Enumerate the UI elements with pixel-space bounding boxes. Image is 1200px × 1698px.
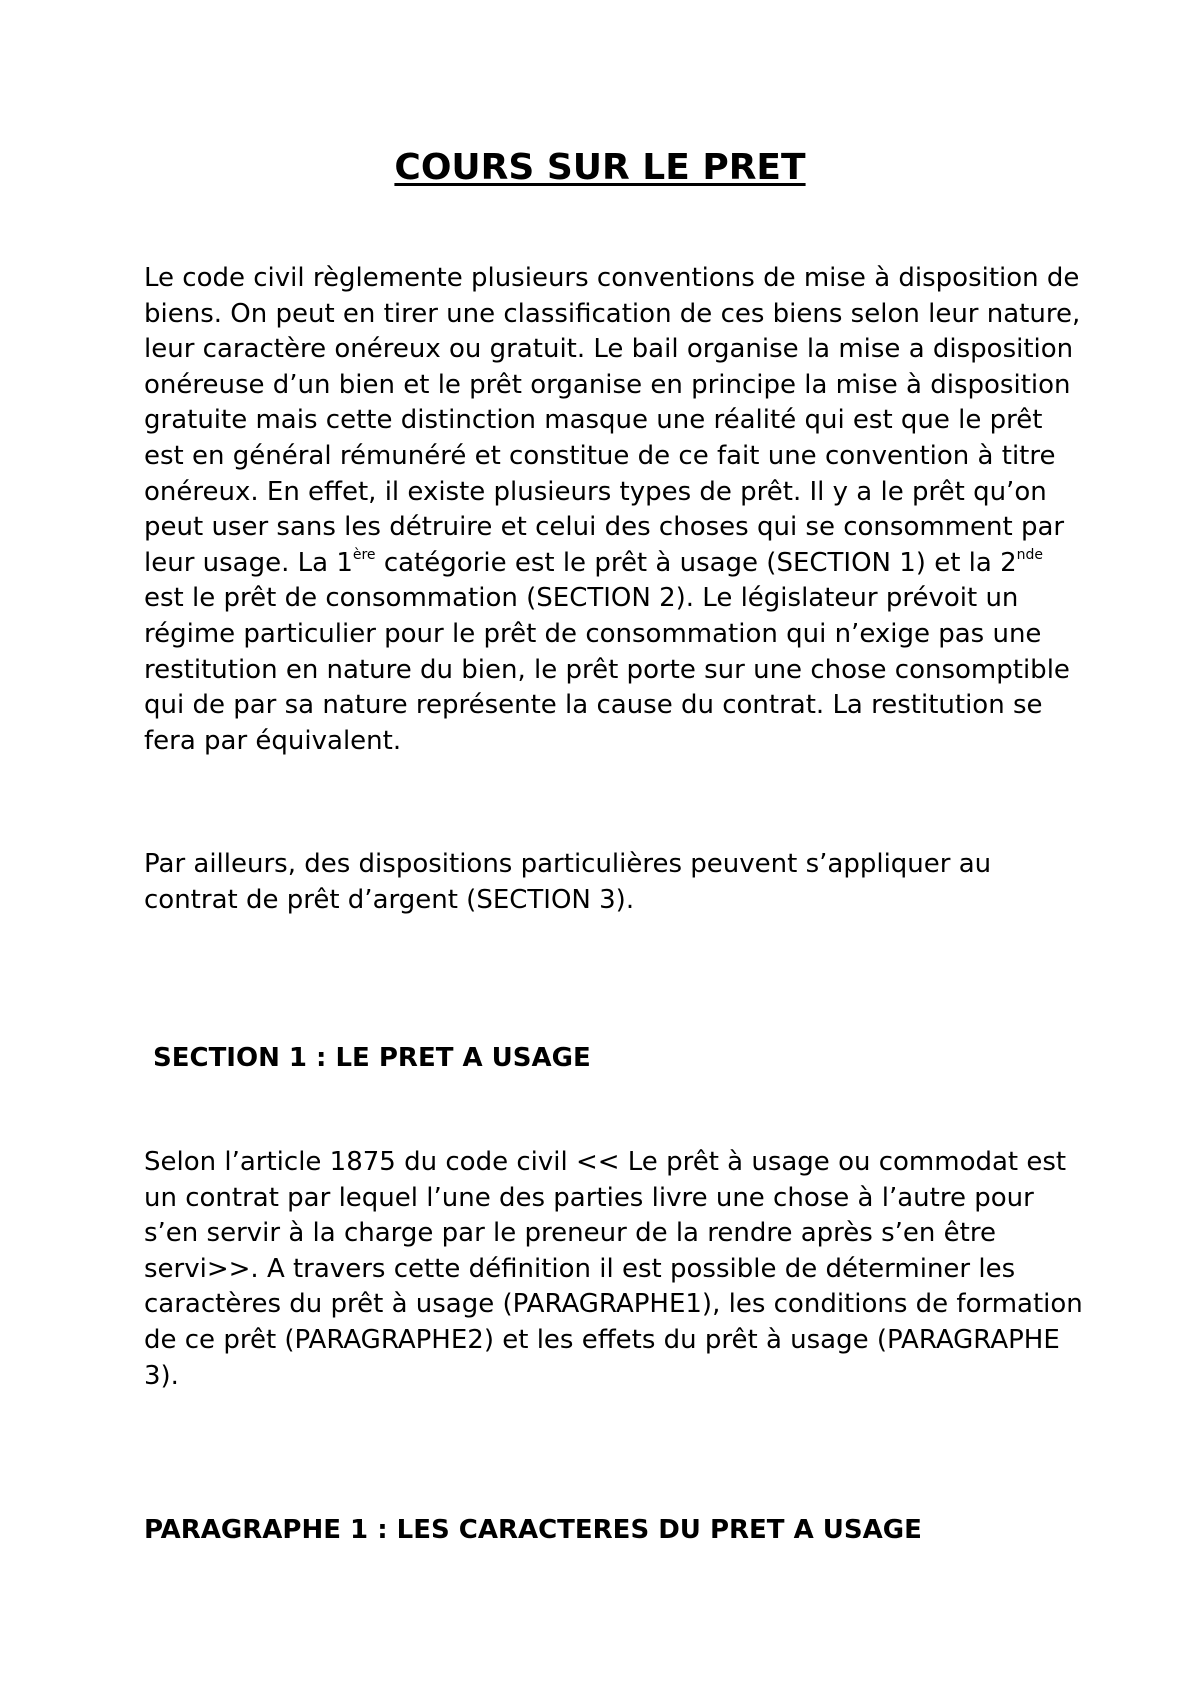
superscript-ere: ère — [352, 546, 376, 563]
second-paragraph: Par ailleurs, des dispositions particulières peuvent s’appliquer au contrat de prêt d’argent (SECTION 3). — [144, 849, 992, 915]
intro-text-part-3: est le prêt de consommation (SECTION 2). Le législateur prévoit un régime particulier pour le prêt de consommation qui n’exige pas une restitution en nature du bien, le prêt porte sur une chose consomptible qui de par sa nature représente la cause du contrat. La restitution se fera par équivalent. — [144, 583, 1070, 756]
section-1-paragraph: Selon l’article 1875 du code civil << Le prêt à usage ou commodat est un contrat par lequel l’une des parties livre une chose à l’autre pour s’en servir à la charge par le preneur de la rendre après s’en être servi>>. A travers cette définition il est possible de déterminer les caractères du prêt à usage (PARAGRAPHE1), les conditions de formation de ce prêt (PARAGRAPHE2) et les effets du prêt à usage (PARAGRAPHE 3). — [144, 1147, 1083, 1391]
intro-text-part-1: Le code civil règlemente plusieurs conventions de mise à disposition de biens. On peut en tirer une classification de ces biens selon leur nature, leur caractère onéreux ou gratuit. Le bail organise la mise a disposition onéreuse d’un bien et le prêt organise en principe la mise à disposition gratuite mais cette distinction masque une réalité qui est que le prêt est en général rémunéré et constitue de ce fait une convention à titre onéreux. En effet, il existe plusieurs types de prêt. Il y a le prêt qu’on peut user sans les détruire et celui des choses qui se consomment par leur usage. La 1 — [144, 263, 1081, 578]
intro-paragraph — [144, 261, 1089, 759]
paragraph-1-heading: PARAGRAPHE 1 : LES CARACTERES DU PRET A USAGE — [144, 1515, 922, 1545]
document-title: COURS SUR LE PRET — [394, 147, 806, 188]
superscript-nde: nde — [1016, 546, 1044, 563]
section-1-heading: SECTION 1 : LE PRET A USAGE — [153, 1043, 591, 1073]
intro-text-part-2: catégorie est le prêt à usage (SECTION 1) et la 2 — [375, 547, 1017, 578]
